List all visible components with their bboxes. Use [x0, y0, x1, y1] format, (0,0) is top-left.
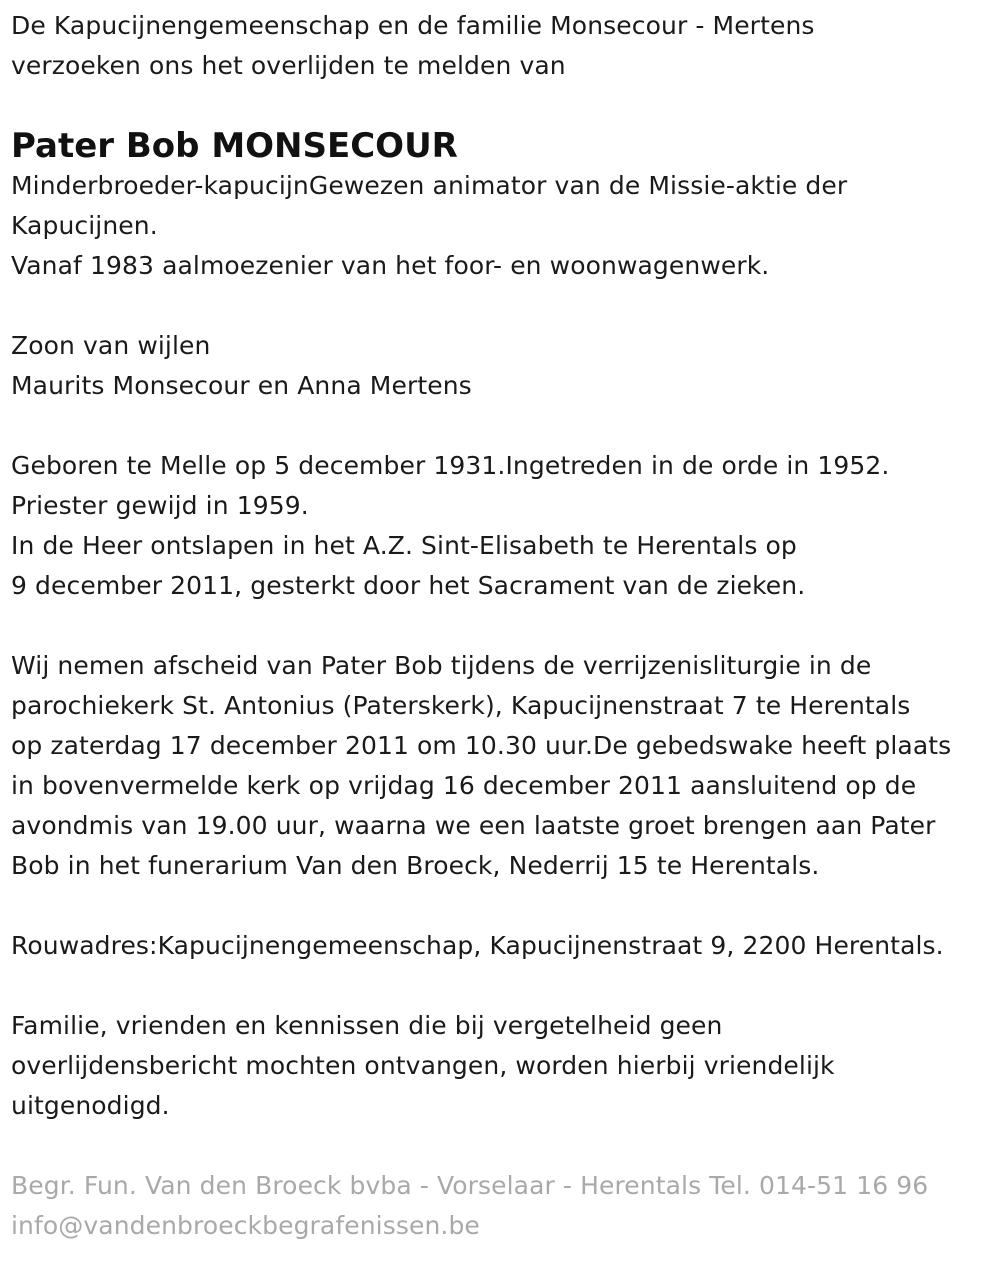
intro-line: De Kapucijnengemeenschap en de familie Monsecour - Mertens	[11, 11, 815, 40]
funeral-line: Bob in het funerarium Van den Broeck, Nederrij 15 te Herentals.	[11, 851, 820, 880]
funeral-line: op zaterdag 17 december 2011 om 10.30 uur.De gebedswake heeft plaats	[11, 731, 952, 760]
funeral-line: Wij nemen afscheid van Pater Bob tijdens de verrijzenisliturgie in de	[11, 651, 872, 680]
funeral-section	[11, 646, 990, 886]
invitation-section	[11, 1006, 990, 1126]
parents-section	[11, 326, 990, 406]
life-line: 9 december 2011, gesterkt door het Sacrament van de zieken.	[11, 571, 806, 600]
funeral-home-footer	[11, 1166, 990, 1246]
mourning-address: Rouwadres:Kapucijnengemeenschap, Kapucijnenstraat 9, 2200 Herentals.	[11, 931, 944, 960]
invitation-line: Familie, vrienden en kennissen die bij vergetelheid geen	[11, 1011, 723, 1040]
funeral-line: in bovenvermelde kerk op vrijdag 16 december 2011 aansluitend op de	[11, 771, 917, 800]
invitation-line: overlijdensbericht mochten ontvangen, worden hierbij vriendelijk	[11, 1051, 835, 1080]
invitation-line: uitgenodigd.	[11, 1091, 170, 1120]
life-line: Geboren te Melle op 5 december 1931.Ingetreden in de orde in 1952.	[11, 451, 890, 480]
funeral-home-email: info@vandenbroeckbegrafenissen.be	[11, 1211, 480, 1240]
description-line: Kapucijnen.	[11, 211, 158, 240]
intro-line: verzoeken ons het overlijden te melden van	[11, 51, 566, 80]
parents-line: Maurits Monsecour en Anna Mertens	[11, 371, 472, 400]
deceased-name: Pater Bob MONSECOUR	[11, 126, 458, 166]
description-line: Minderbroeder-kapucijnGewezen animator van de Missie-aktie der	[11, 171, 848, 200]
intro-section	[11, 6, 990, 86]
funeral-line: avondmis van 19.00 uur, waarna we een laatste groet brengen aan Pater	[11, 811, 936, 840]
funeral-home-info: Begr. Fun. Van den Broeck bvba - Vorselaar - Herentals Tel. 014-51 16 96	[11, 1171, 929, 1200]
parents-line: Zoon van wijlen	[11, 331, 211, 360]
life-section	[11, 446, 990, 606]
funeral-line: parochiekerk St. Antonius (Paterskerk), Kapucijnenstraat 7 te Herentals	[11, 691, 911, 720]
description-section	[11, 166, 990, 286]
life-line: Priester gewijd in 1959.	[11, 491, 309, 520]
description-line: Vanaf 1983 aalmoezenier van het foor- en woonwagenwerk.	[11, 251, 770, 280]
life-line: In de Heer ontslapen in het A.Z. Sint-Elisabeth te Herentals op	[11, 531, 797, 560]
